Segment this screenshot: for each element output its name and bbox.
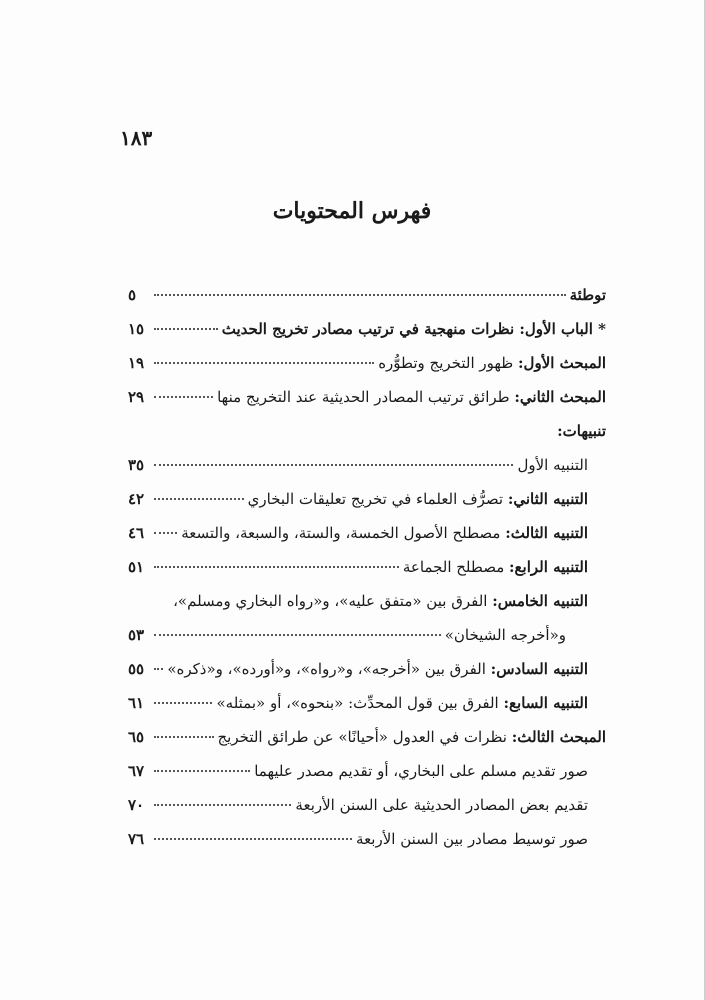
dot-leader: [154, 634, 441, 636]
toc-entry: [128, 796, 606, 830]
toc-entry-title: مصطلح الجماعة: [402, 558, 510, 576]
toc-entry-text: [173, 592, 588, 610]
toc-entry-label: التنبيه الثاني:: [507, 490, 588, 508]
toc-entry-text: [403, 558, 588, 576]
toc-entry: [128, 320, 606, 354]
toc-entry-text: [378, 354, 606, 372]
toc-entry: [128, 558, 606, 592]
toc-entry-title: تصرُّف العلماء في تخريج تعليقات البخاري: [247, 490, 508, 508]
toc-entry: [128, 762, 606, 796]
toc-entry-label: التنبيه السابع:: [503, 694, 588, 712]
toc-entry-title: تقديم بعض المصادر الحديثية على السنن الأربعة: [295, 796, 588, 814]
toc-page-number: ١٩: [128, 354, 145, 372]
toc-entry-title: صور توسيط مصادر بين السنن الأربعة: [356, 830, 588, 848]
toc-entry: [128, 286, 606, 320]
toc-entry-text: [217, 388, 606, 406]
toc-entry: [128, 490, 606, 524]
toc-entry-title: طرائق ترتيب المصادر الحديثية عند التخريج منها: [217, 388, 515, 406]
toc-entry-text: [517, 456, 588, 474]
toc-entry-title: مصطلح الأصول الخمسة، والستة، والسبعة، والتسعة: [181, 524, 506, 542]
toc-page-number: ٥٥: [128, 660, 145, 678]
toc-entry-label: التنبيه الرابع:: [509, 558, 588, 576]
toc-entry-title: الفرق بين قول المحدِّث: «بنحوه»، أو «بمثله»: [216, 694, 504, 712]
toc-entry: [128, 456, 606, 490]
toc-entry: [128, 626, 606, 660]
dot-leader: [154, 804, 291, 806]
dot-leader: [154, 770, 250, 772]
dot-leader: [154, 498, 244, 500]
dot-leader: [154, 396, 213, 398]
dot-leader: [154, 532, 177, 534]
toc-entry-title: ظهور التخريج وتطوُّره: [378, 354, 519, 372]
toc-entry-label: التنبيه الخامس:: [492, 592, 588, 610]
toc-page-number: ٥: [128, 286, 137, 304]
toc-page-number: ١٥: [128, 320, 145, 338]
toc-entry-text: [216, 694, 588, 712]
toc-entry-title: الفرق بين «متفق عليه»، و«رواه البخاري ومسلم»،: [173, 592, 493, 610]
toc-entry: [128, 830, 606, 864]
toc-entry: [128, 660, 606, 694]
toc-page-number: ٤٦: [128, 524, 145, 542]
toc-page-number: ٥١: [128, 558, 145, 576]
toc-entry-text: [295, 796, 588, 814]
toc-page-number: ٣٥: [128, 456, 145, 474]
dot-leader: [154, 702, 212, 704]
toc-entry-text: [218, 728, 607, 746]
toc-entry: [128, 524, 606, 558]
toc-entry-label: توطئة: [569, 286, 606, 304]
toc-entry-label: التنبيه الثالث:: [505, 524, 588, 542]
toc-entry-title: و«أخرجه الشيخان»: [444, 626, 566, 644]
toc-entry: [128, 422, 606, 456]
dot-leader: [154, 362, 374, 364]
toc-entry-title: نظرات في العدول «أحيانًا» عن طرائق التخريج: [217, 728, 512, 746]
toc-entry: [128, 388, 606, 422]
toc-page-number: ٦٥: [128, 728, 145, 746]
toc-entry-text: [254, 762, 588, 780]
toc-page-number: ٥٣: [128, 626, 145, 644]
toc-page-number: ٦١: [128, 694, 145, 712]
toc-page-number: ٤٢: [128, 490, 145, 508]
toc-entry-label: المبحث الثالث:: [511, 728, 606, 746]
toc-entry-title: صور تقديم مسلم على البخاري، أو تقديم مصدر عليهما: [254, 762, 588, 780]
toc-entry-text: [570, 286, 606, 304]
toc-entry-text: [557, 422, 606, 440]
toc-entry-title: الفرق بين «أخرجه»، و«رواه»، و«أورده»، و«ذكره»: [167, 660, 491, 678]
toc-entry: [128, 728, 606, 762]
toc-page-number: ٢٩: [128, 388, 145, 406]
toc-entry-text: [222, 320, 606, 338]
toc-entry-text: [248, 490, 588, 508]
toc-entry-title: التنبيه الأول: [517, 456, 588, 474]
toc-entry-text: [445, 626, 566, 644]
toc-entry-label: المبحث الثاني:: [514, 388, 606, 406]
toc-entry: [128, 354, 606, 388]
dot-leader: [154, 328, 218, 330]
dot-leader: [154, 668, 163, 670]
toc-entry: [128, 694, 606, 728]
toc-page-number: ٦٧: [128, 762, 145, 780]
page-title: فهرس المحتويات: [272, 198, 432, 224]
table-of-contents: [128, 286, 606, 864]
toc-entry: [128, 592, 606, 626]
toc-entry-text: [356, 830, 588, 848]
dot-leader: [154, 294, 566, 296]
dot-leader: [154, 464, 513, 466]
toc-entry-label: المبحث الأول:: [518, 354, 606, 372]
toc-page-number: ٧٠: [128, 796, 145, 814]
toc-page-number: ٧٦: [128, 830, 145, 848]
toc-entry-text: [181, 524, 588, 542]
toc-entry-text: [167, 660, 588, 678]
dot-leader: [154, 838, 352, 840]
page-number: ١٨٣: [120, 126, 153, 150]
toc-entry-label: * الباب الأول: نظرات منهجية في ترتيب مصادر تخريج الحديث: [221, 320, 606, 338]
toc-entry-label: التنبيه السادس:: [490, 660, 588, 678]
dot-leader: [154, 736, 214, 738]
dot-leader: [154, 566, 399, 568]
toc-entry-label: تنبيهات:: [557, 422, 606, 440]
